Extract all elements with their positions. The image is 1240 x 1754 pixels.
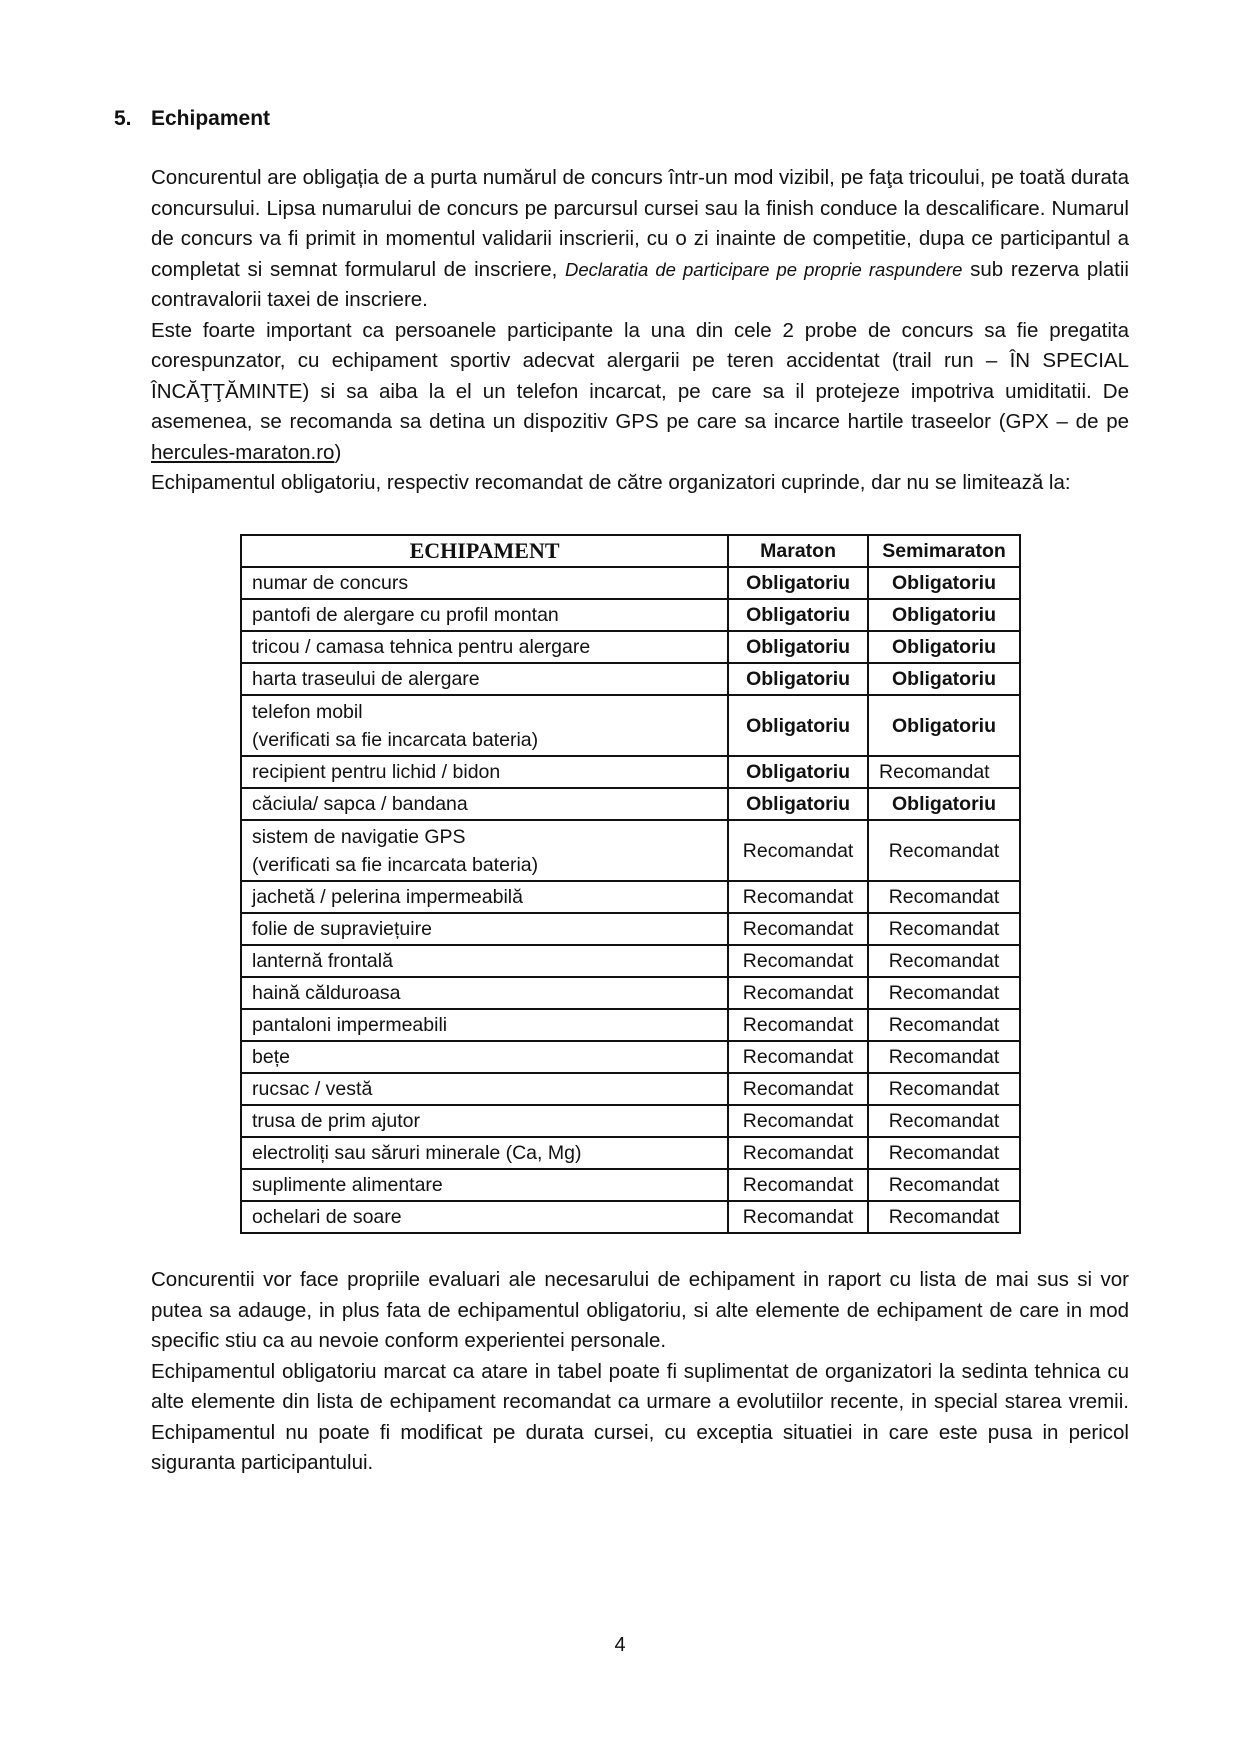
equipment-item-note: (verificati sa fie incarcata bateria) xyxy=(252,729,539,751)
equipment-item-name: pantaloni impermeabili xyxy=(252,1014,448,1036)
table-row xyxy=(241,1073,1020,1105)
semimaraton-status-cell: Obligatoriu xyxy=(868,788,1020,820)
equipment-item-cell xyxy=(241,788,728,820)
table-row xyxy=(241,756,1020,788)
table-row xyxy=(241,631,1020,663)
table-row xyxy=(241,1105,1020,1137)
table-row xyxy=(241,1201,1020,1233)
maraton-status-cell: Recomandat xyxy=(728,945,868,977)
equipment-item-cell xyxy=(241,881,728,913)
maraton-status-cell: Recomandat xyxy=(728,820,868,881)
equipment-table-body xyxy=(241,567,1020,1233)
maraton-status-cell: Recomandat xyxy=(728,1105,868,1137)
equipment-item-cell xyxy=(241,631,728,663)
equipment-item-name: trusa de prim ajutor xyxy=(252,1110,420,1132)
semimaraton-status-cell: Recomandat xyxy=(868,913,1020,945)
page-number: 4 xyxy=(614,1634,626,1656)
table-row xyxy=(241,567,1020,599)
intro-paragraph-1 xyxy=(151,163,1129,316)
table-row xyxy=(241,1009,1020,1041)
table-row xyxy=(241,695,1020,756)
equipment-item-name: tricou / camasa tehnica pentru alergare xyxy=(252,636,591,658)
table-row xyxy=(241,663,1020,695)
equipment-item-cell xyxy=(241,567,728,599)
equipment-item-cell xyxy=(241,1137,728,1169)
equipment-item-name: lanternă frontală xyxy=(252,950,393,972)
equipment-item-cell xyxy=(241,913,728,945)
semimaraton-status-cell: Recomandat xyxy=(868,977,1020,1009)
section-number: 5. xyxy=(114,107,132,130)
table-row xyxy=(241,788,1020,820)
semimaraton-status-cell: Recomandat xyxy=(868,820,1020,881)
equipment-item-name: harta traseului de alergare xyxy=(252,668,480,690)
semimaraton-status-cell: Recomandat xyxy=(868,1073,1020,1105)
equipment-item-cell xyxy=(241,599,728,631)
section-heading xyxy=(114,104,270,134)
semimaraton-status-cell: Recomandat xyxy=(868,756,1020,788)
equipment-item-name: electroliți sau săruri minerale (Ca, Mg) xyxy=(252,1142,582,1164)
equipment-item-cell xyxy=(241,695,728,756)
equipment-item-cell xyxy=(241,1105,728,1137)
column-header-equipment: ECHIPAMENT xyxy=(241,535,728,567)
intro-p1-end: sub rezerva platii contravalorii taxei de inscriere. xyxy=(151,257,1129,311)
maraton-status-cell: Obligatoriu xyxy=(728,788,868,820)
semimaraton-status-cell: Recomandat xyxy=(868,1201,1020,1233)
semimaraton-status-cell: Recomandat xyxy=(868,881,1020,913)
equipment-item-name: pantofi de alergare cu profil montan xyxy=(252,604,559,626)
declaration-title: Declaratia de participare pe proprie raspundere xyxy=(564,258,963,280)
column-header-maraton: Maraton xyxy=(728,535,868,567)
outro-paragraph-1: Concurentii vor face propriile evaluari ale necesarului de echipament in raport cu lista de mai sus si vor putea sa adauge, in plus fata de echipamentul obligatoriu, si alte elemente de echipament de care in mod specific stiu ca au nevoie conform experientei personale. xyxy=(151,1268,1129,1352)
table-row xyxy=(241,945,1020,977)
semimaraton-status-cell: Obligatoriu xyxy=(868,663,1020,695)
equipment-item-cell xyxy=(241,945,728,977)
equipment-item-cell xyxy=(241,977,728,1009)
equipment-item-name: folie de supraviețuire xyxy=(252,918,432,940)
intro-paragraph-3: Echipamentul obligatoriu, respectiv recomandat de către organizatori cuprinde, dar nu se limitează la: xyxy=(151,471,1071,494)
equipment-item-cell xyxy=(241,1041,728,1073)
semimaraton-status-cell: Obligatoriu xyxy=(868,631,1020,663)
equipment-item-name: rucsac / vestă xyxy=(252,1078,373,1100)
maraton-status-cell: Obligatoriu xyxy=(728,567,868,599)
maraton-status-cell: Recomandat xyxy=(728,1041,868,1073)
semimaraton-status-cell: Recomandat xyxy=(868,945,1020,977)
equipment-item-name: ochelari de soare xyxy=(252,1206,402,1228)
equipment-item-cell xyxy=(241,1009,728,1041)
section-title: Echipament xyxy=(151,107,271,130)
table-row xyxy=(241,1137,1020,1169)
table-row xyxy=(241,1169,1020,1201)
maraton-status-cell: Recomandat xyxy=(728,881,868,913)
equipment-item-cell xyxy=(241,663,728,695)
equipment-item-name: telefon mobil xyxy=(252,701,363,723)
intro-p2-end: ) xyxy=(334,440,342,464)
maraton-status-cell: Recomandat xyxy=(728,1073,868,1105)
maraton-status-cell: Recomandat xyxy=(728,1009,868,1041)
table-row xyxy=(241,881,1020,913)
table-row xyxy=(241,1041,1020,1073)
outro-text xyxy=(151,1265,1129,1479)
equipment-item-name: sistem de navigatie GPS xyxy=(252,826,466,848)
semimaraton-status-cell: Recomandat xyxy=(868,1009,1020,1041)
equipment-item-name: suplimente alimentare xyxy=(252,1174,443,1196)
equipment-item-cell xyxy=(241,1201,728,1233)
equipment-item-name: numar de concurs xyxy=(252,572,409,594)
semimaraton-status-cell: Recomandat xyxy=(868,1041,1020,1073)
intro-p1-text: Concurentul are obligația de a purta numărul de concurs într-un mod vizibil, pe faţa tricoului, pe toată durata concursului. Lipsa numarului de concurs pe parcursul cursei sau la finish conduce la descalificare. Numarul de concurs va fi primit in momentul validarii inscrierii, cu o zi inainte de competitie, dupa ce participantul a completat si semnat formularul de inscriere, xyxy=(151,166,1129,281)
equipment-item-name: bețe xyxy=(252,1046,290,1068)
maraton-status-cell: Obligatoriu xyxy=(728,756,868,788)
maraton-status-cell: Obligatoriu xyxy=(728,695,868,756)
table-row xyxy=(241,977,1020,1009)
semimaraton-status-cell: Obligatoriu xyxy=(868,599,1020,631)
maraton-status-cell: Recomandat xyxy=(728,1169,868,1201)
semimaraton-status-cell: Recomandat xyxy=(868,1105,1020,1137)
equipment-item-name: recipient pentru lichid / bidon xyxy=(252,761,501,783)
equipment-item-name: jachetă / pelerina impermeabilă xyxy=(252,886,523,908)
intro-paragraph-2 xyxy=(151,316,1129,469)
maraton-status-cell: Recomandat xyxy=(728,1137,868,1169)
maraton-status-cell: Obligatoriu xyxy=(728,631,868,663)
equipment-table xyxy=(240,534,1021,1234)
equipment-item-cell xyxy=(241,756,728,788)
maraton-status-cell: Recomandat xyxy=(728,1201,868,1233)
maraton-status-cell: Recomandat xyxy=(728,977,868,1009)
equipment-item-note: (verificati sa fie incarcata bateria) xyxy=(252,854,539,876)
maraton-status-cell: Obligatoriu xyxy=(728,599,868,631)
intro-text xyxy=(151,163,1129,499)
table-header-row xyxy=(241,535,1020,567)
semimaraton-status-cell: Obligatoriu xyxy=(868,695,1020,756)
column-header-semimaraton: Semimaraton xyxy=(868,535,1020,567)
equipment-item-cell xyxy=(241,1169,728,1201)
table-row xyxy=(241,913,1020,945)
maraton-status-cell: Obligatoriu xyxy=(728,663,868,695)
semimaraton-status-cell: Recomandat xyxy=(868,1137,1020,1169)
website-link[interactable]: hercules-maraton.ro xyxy=(151,440,335,464)
table-row xyxy=(241,599,1020,631)
equipment-item-name: haină călduroasa xyxy=(252,982,401,1004)
maraton-status-cell: Recomandat xyxy=(728,913,868,945)
equipment-item-cell xyxy=(241,820,728,881)
outro-paragraph-2: Echipamentul obligatoriu marcat ca atare in tabel poate fi suplimentat de organizatori la sedinta tehnica cu alte elemente din lista de echipament recomandat ca urmare a evolutiilor recente, in special starea vremii. Echipamentul nu poate fi modificat pe durata cursei, cu exceptia situatiei in care este pusa in pericol siguranta participantului. xyxy=(151,1359,1129,1474)
semimaraton-status-cell: Recomandat xyxy=(868,1169,1020,1201)
equipment-item-name: căciula/ sapca / bandana xyxy=(252,793,468,815)
table-row xyxy=(241,820,1020,881)
intro-p2-text: Este foarte important ca persoanele participante la una din cele 2 probe de concurs sa fie pregatita corespunzator, cu echipament sportiv adecvat alergarii pe teren accidentat (trail run – ÎN SPECIAL ÎNCĂŢŢĂMINTE) si sa aiba la el un telefon incarcat, pe care sa il protejeze impotriva umiditatii. De asemenea, se recomanda sa detina un dispozitiv GPS pe care sa incarce hartile traseelor (GPX – de pe xyxy=(151,318,1129,433)
equipment-item-cell xyxy=(241,1073,728,1105)
semimaraton-status-cell: Obligatoriu xyxy=(868,567,1020,599)
